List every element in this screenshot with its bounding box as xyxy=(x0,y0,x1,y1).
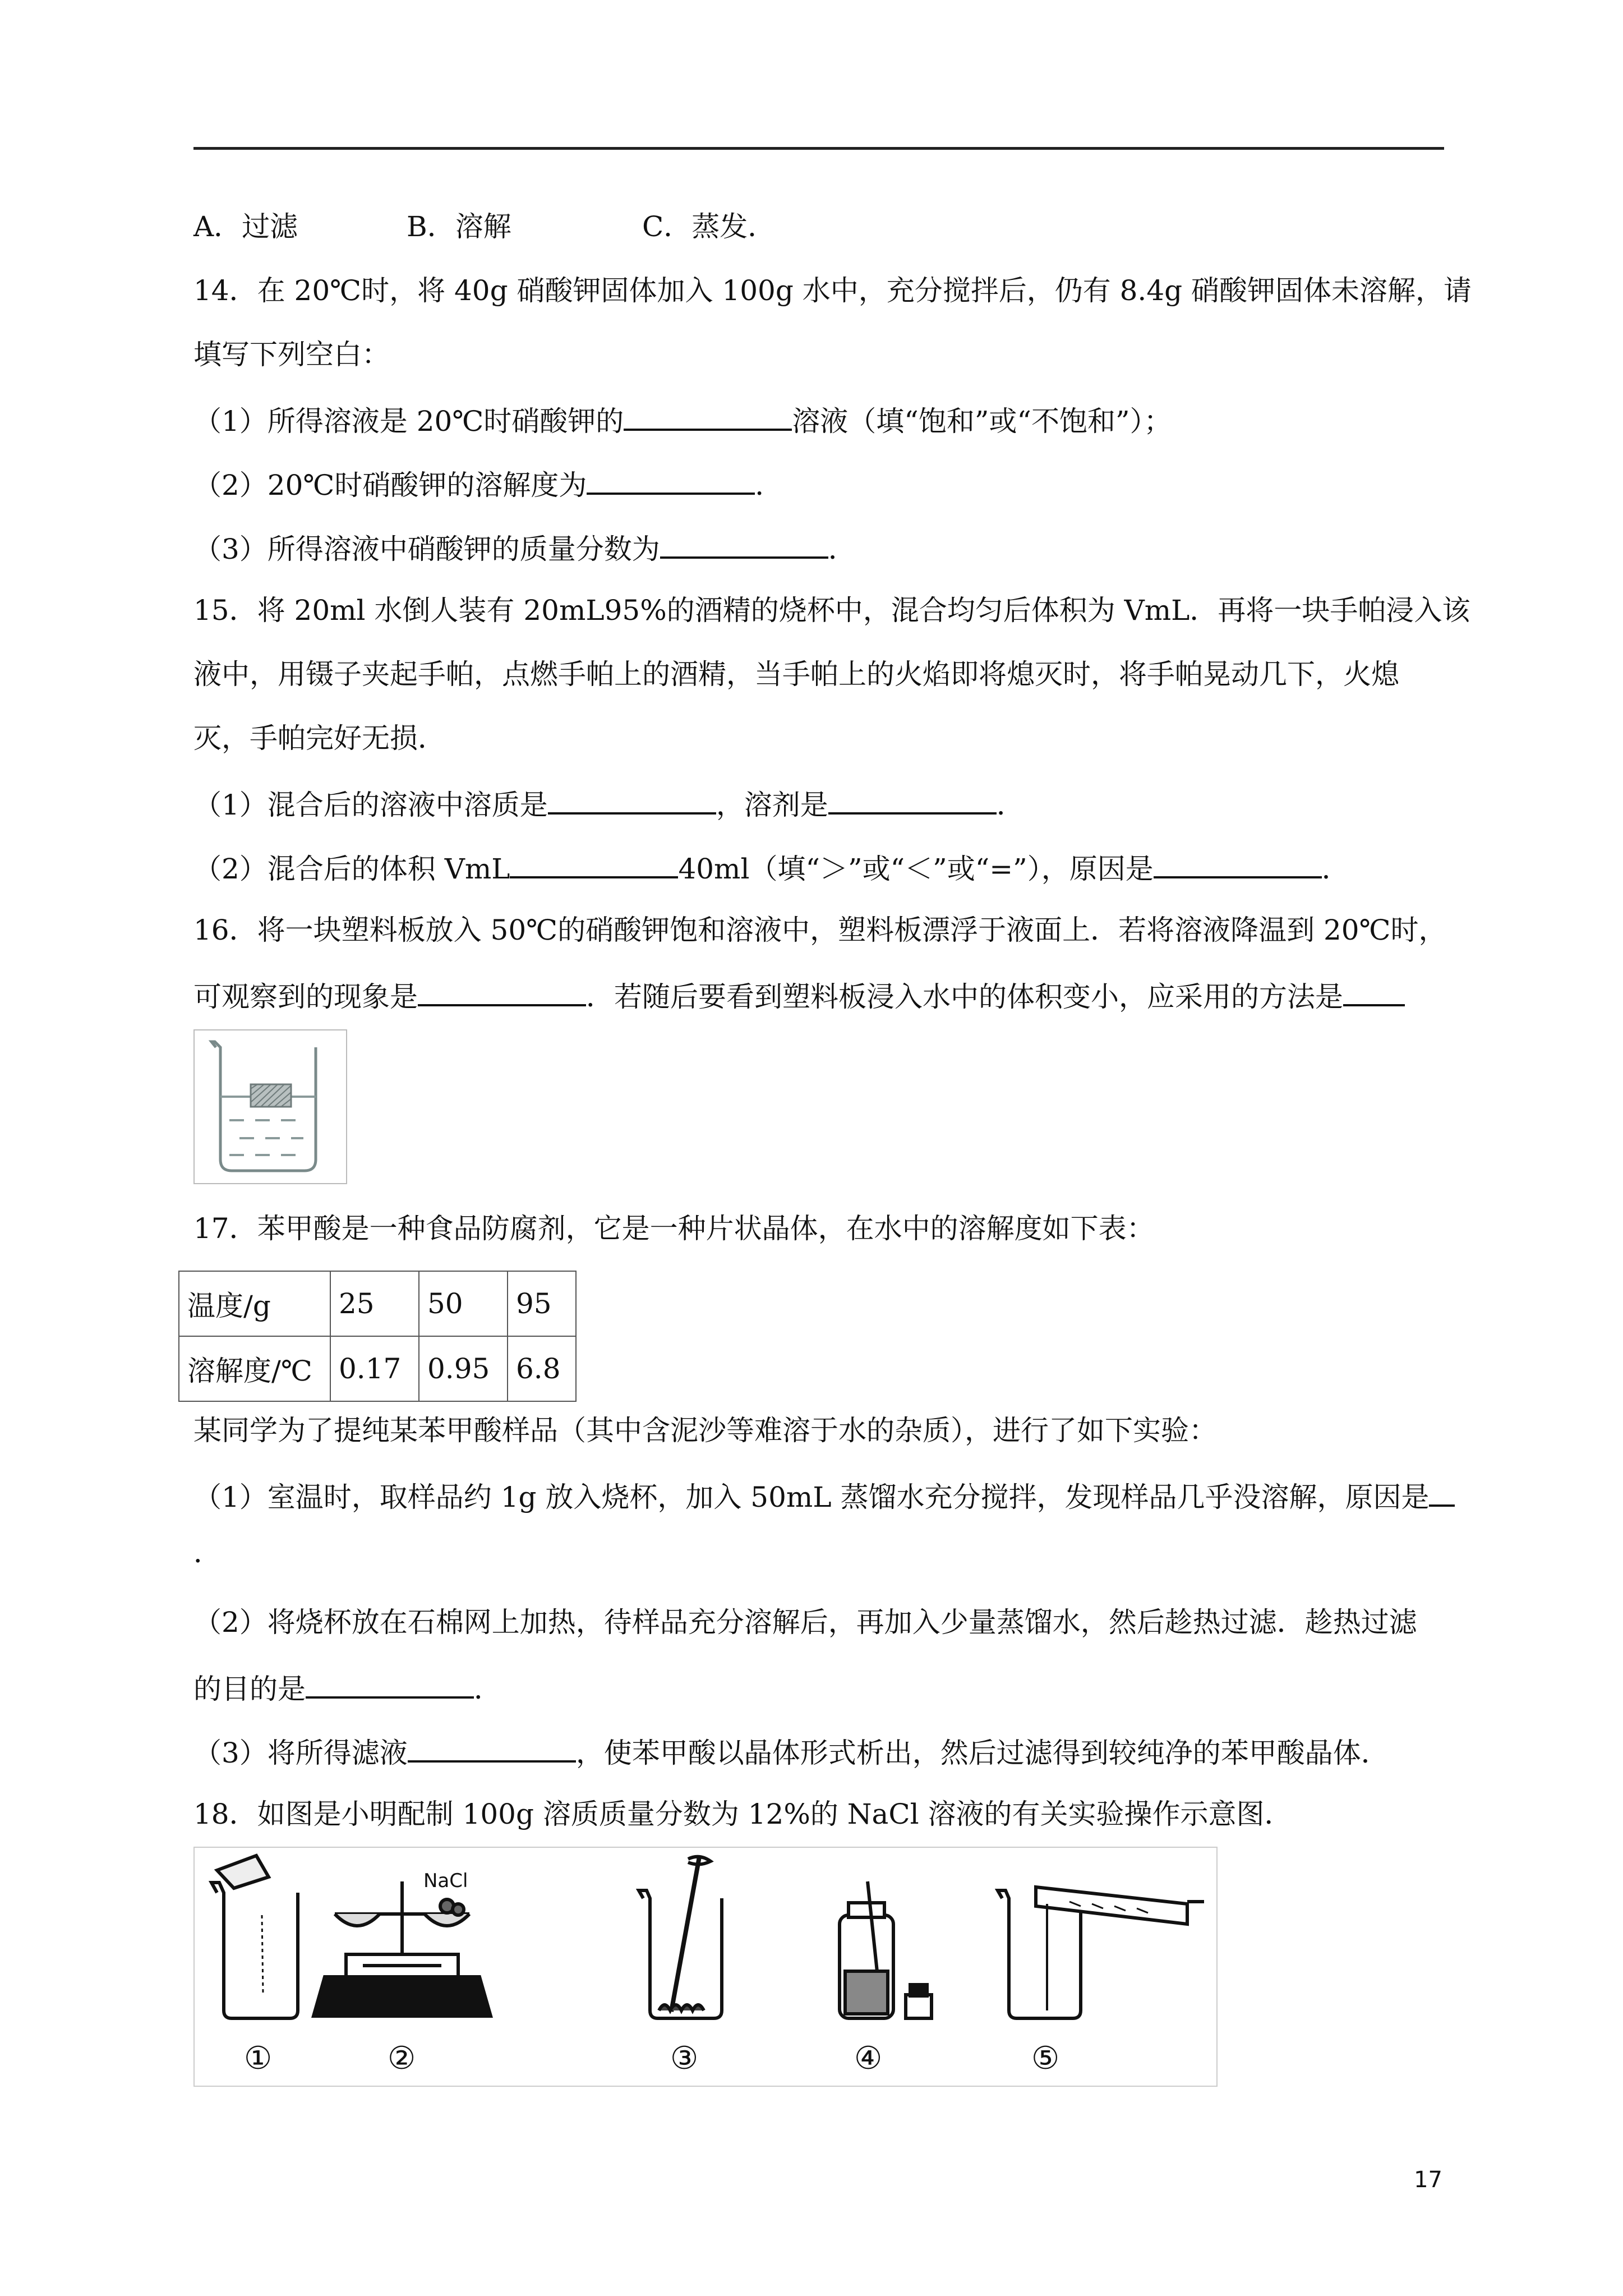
q14-stem-line2: 填写下列空白： xyxy=(193,338,390,371)
q15-blank-solute[interactable] xyxy=(548,785,716,815)
table-cell: 0.95 xyxy=(419,1336,508,1401)
step-label-5: ⑤ xyxy=(1031,2040,1060,2077)
q17-part3 xyxy=(193,1733,1389,1770)
q17-part3-text: （3）将所得滤液 xyxy=(193,1737,408,1769)
q14-part2 xyxy=(193,466,783,502)
q14-part3 xyxy=(193,530,856,566)
q18-experiment-figure xyxy=(193,1847,1218,2087)
q17-part2-tail: ． xyxy=(474,1673,502,1705)
page-number: 17 xyxy=(1414,2167,1442,2193)
q15-part2 xyxy=(193,849,1350,886)
q14-part1-tail: 溶液（填“饱和”或“不饱和”）； xyxy=(792,405,1172,438)
q16-stem-line1: 16．将一块塑料板放入 50℃的硝酸钾饱和溶液中，塑料板漂浮于液面上．若将溶液降温到 20℃时， xyxy=(193,914,1447,946)
table-cell: 95 xyxy=(508,1271,576,1336)
step4-reagent-bottle-icon xyxy=(840,1881,932,2018)
q14-blank-3[interactable] xyxy=(660,530,828,559)
q16-stem-line2 xyxy=(193,977,1405,1014)
q14-part2-text: （2）20℃时硝酸钾的溶解度为 xyxy=(193,469,587,501)
step-labels xyxy=(244,2040,1059,2077)
table-cell: 0.17 xyxy=(330,1336,419,1401)
solution-preparation-steps xyxy=(195,1848,1216,2086)
step-label-4: ④ xyxy=(854,2040,883,2077)
step-label-3: ③ xyxy=(670,2040,699,2077)
q16-blank-method[interactable] xyxy=(1343,977,1405,1006)
q14-blank-2[interactable] xyxy=(587,466,755,495)
step-label-1: ① xyxy=(244,2040,273,2077)
q16-stem-line2-text: 可观察到的现象是 xyxy=(193,981,418,1013)
table-cell: 50 xyxy=(419,1271,508,1336)
q17-intro: 某同学为了提纯某苯甲酸样品（其中含泥沙等难溶于水的杂质），进行了如下实验： xyxy=(193,1414,1217,1447)
table-cell: 溶解度/℃ xyxy=(179,1336,330,1401)
header-rule xyxy=(193,147,1444,150)
q15-stem-line1: 15．将 20ml 水倒人装有 20mL95%的酒精的烧杯中，混合均匀后体积为 VmL．再将一块手帕浸入该 xyxy=(193,594,1470,627)
q17-part1-line2: ． xyxy=(193,1536,222,1569)
q15-part2-mid: 40ml（填“＞”或“＜”或“=”），原因是 xyxy=(678,853,1154,885)
beaker-with-board-icon xyxy=(195,1030,346,1183)
q17-part2-text: 的目的是 xyxy=(193,1673,306,1705)
q13-option-c: C．蒸发． xyxy=(642,210,776,243)
step1-pour-solid-icon xyxy=(211,1856,298,2018)
table-row xyxy=(179,1271,576,1336)
q15-part1-text: （1）混合后的溶液中溶质是 xyxy=(193,789,548,821)
q14-stem-line1: 14．在 20℃时，将 40g 硝酸钾固体加入 100g 水中，充分搅拌后，仍有 8.4g 硝酸钾固体未溶解，请 xyxy=(193,274,1472,307)
q15-blank-reason[interactable] xyxy=(1154,849,1322,878)
q15-part1 xyxy=(193,785,1025,822)
q13-options xyxy=(193,210,776,243)
q14-part3-tail: ． xyxy=(828,533,856,565)
q17-part2-line1: （2）将烧杯放在石棉网上加热，待样品充分溶解后，再加入少量蒸馏水，然后趁热过滤．趁热过滤 xyxy=(193,1606,1417,1639)
q16-blank-phenomenon[interactable] xyxy=(418,977,586,1006)
q16-stem-line2-tail: ．若随后要看到塑料板浸入水中的体积变小，应采用的方法是 xyxy=(586,981,1343,1013)
q14-part3-text: （3）所得溶液中硝酸钾的质量分数为 xyxy=(193,533,660,565)
q17-part1-text: （1）室温时，取样品约 1g 放入烧杯，加入 50mL 蒸馏水充分搅拌，发现样品几乎没溶解，原因是 xyxy=(193,1481,1430,1513)
q15-part1-mid: ，溶剂是 xyxy=(716,789,828,821)
q13-option-a: A．过滤 xyxy=(193,210,298,243)
table-cell: 6.8 xyxy=(508,1336,576,1401)
q15-part2-text: （2）混合后的体积 VmL xyxy=(193,853,510,885)
q17-part1-line1 xyxy=(193,1478,1455,1514)
q18-stem: 18．如图是小明配制 100g 溶质质量分数为 12%的 NaCl 溶液的有关实验操作示意图． xyxy=(193,1798,1293,1830)
q14-blank-1[interactable] xyxy=(624,402,792,431)
q16-beaker-figure xyxy=(193,1029,347,1184)
q17-stem: 17．苯甲酸是一种食品防腐剂，它是一种片状晶体，在水中的溶解度如下表： xyxy=(193,1212,1155,1245)
q15-blank-compare[interactable] xyxy=(510,849,678,878)
step3-stirring-icon xyxy=(639,1857,722,2018)
q13-option-b: B．溶解 xyxy=(407,210,511,243)
q17-part3-tail: ，使苯甲酸以晶体形式析出，然后过滤得到较纯净的苯甲酸晶体． xyxy=(575,1737,1389,1769)
q15-stem-line2: 液中，用镊子夹起手帕，点燃手帕上的酒精，当手帕上的火焰即将熄灭时，将手帕晃动几下，火熄 xyxy=(193,658,1399,691)
q14-part2-tail: ． xyxy=(755,469,783,501)
step5-pour-liquid-icon xyxy=(998,1887,1204,2018)
table-row xyxy=(179,1336,576,1401)
q17-part2-line2 xyxy=(193,1669,502,1706)
table-cell: 温度/g xyxy=(179,1271,330,1336)
balance-label: NaCl xyxy=(423,1870,468,1892)
q17-blank-reason[interactable] xyxy=(1429,1478,1455,1507)
q14-part1-text: （1）所得溶液是 20℃时硝酸钾的 xyxy=(193,405,624,438)
q17-blank-operation[interactable] xyxy=(408,1733,576,1763)
q14-part1 xyxy=(193,402,1172,438)
step2-balance-icon xyxy=(313,1881,491,2016)
q15-part2-tail: ． xyxy=(1321,853,1350,885)
q15-part1-tail: ． xyxy=(996,789,1025,821)
table-cell: 25 xyxy=(330,1271,419,1336)
solubility-table xyxy=(178,1271,577,1402)
q17-blank-purpose[interactable] xyxy=(306,1669,474,1699)
step-label-2: ② xyxy=(388,2040,416,2077)
q15-stem-line3: 灭，手帕完好无损． xyxy=(193,722,446,754)
q15-blank-solvent[interactable] xyxy=(828,785,997,815)
